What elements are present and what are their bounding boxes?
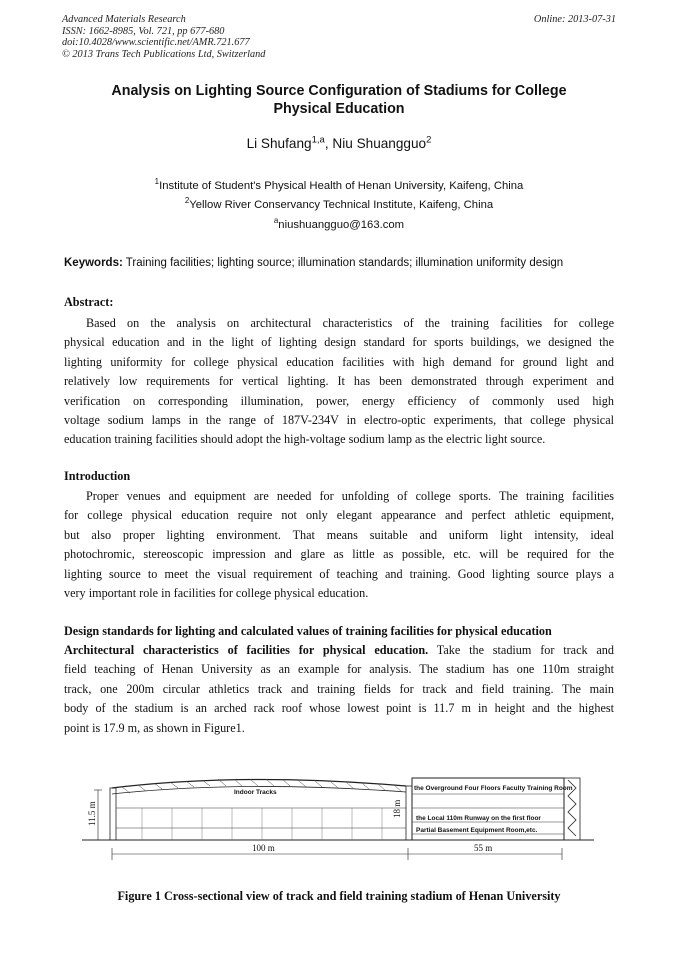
introduction-line: but also proper lighting environment. That means suitable and uniform light intensity, ideal [64, 527, 614, 542]
introduction-line: photochromic, stereoscopic impression and glare as little as possible, etc. will be required for the [64, 547, 614, 562]
introduction-line: for college physical education require not only elegant appearance and perfect athletic equipment, [64, 508, 614, 523]
affiliation-2-sup: 2 [184, 196, 190, 206]
introduction-line: lighting source to meet the visual requirement of teaching and training. Good lighting source plays a [64, 566, 614, 581]
design-line: body of the stadium is an arched rack roof whose lowest point is 11.7 m in height and the highest [64, 701, 614, 716]
paper-title-line1: Analysis on Lighting Source Configuration of Stadiums for College [111, 83, 567, 99]
dim-mid-height: 18 m [392, 799, 402, 818]
keywords [64, 257, 563, 269]
design-line: field teaching of Henan University as an example for analysis. The stadium has one 110m straight [64, 662, 614, 677]
keywords-label: Keywords: [64, 257, 123, 269]
abstract-line: physical education and in the light of lighting design standard for sports buildings, we designed the [64, 335, 614, 350]
design-line-first-rest: Take the stadium for track and [428, 643, 614, 657]
dim-100: 100 m [252, 843, 275, 853]
author-list [60, 136, 618, 151]
abstract-line: relatively low requirements for vertical lighting. It has been demonstrated through experiment and [64, 374, 614, 389]
journal-name: Advanced Materials Research [62, 14, 186, 25]
introduction-line: Proper venues and equipment are needed for unfolding of college sports. The training facilities [86, 489, 614, 503]
introduction-body [64, 487, 614, 603]
online-date: Online: 2013-07-31 [533, 14, 616, 25]
affiliation-1 [60, 177, 618, 192]
design-line: point is 17.9 m, as shown in Figure1. [64, 720, 245, 735]
mid-wall [406, 786, 412, 840]
author-email [60, 216, 618, 231]
design-heading: Design standards for lighting and calculated values of training facilities for physical education [64, 624, 552, 638]
dim-55: 55 m [474, 843, 493, 853]
journal-doi: doi:10.4028/www.scientific.net/AMR.721.677 [62, 37, 250, 48]
affiliation-2 [60, 196, 618, 211]
journal-copyright: © 2013 Trans Tech Publications Ltd, Switzerland [62, 48, 266, 60]
paper-title-line2: Physical Education [273, 101, 405, 117]
abstract-line: verification on corresponding illumination, power, energy efficiency of commonly used high [64, 393, 614, 408]
introduction-heading: Introduction [64, 469, 131, 483]
email-text: niushuangguo@163.com [278, 219, 405, 231]
author-2-sup: 2 [426, 134, 432, 146]
dim-left-height: 11.5 m [87, 801, 97, 826]
figure-label-basement: Partial Basement Equipment Room,etc. [416, 827, 538, 834]
abstract-line: Based on the analysis on architectural characteristics of the training facilities for college [86, 316, 614, 330]
author-1-sup: 1,a [311, 134, 325, 146]
author-1: Li Shufang [246, 136, 312, 151]
stadium-cross-section-figure [82, 768, 594, 868]
journal-issn: ISSN: 1662-8985, Vol. 721, pp 677-680 [62, 25, 225, 37]
figure-label-indoor: Indoor Tracks [234, 789, 277, 796]
abstract-heading: Abstract: [64, 295, 114, 309]
design-subheading: Architectural characteristics of facilities for physical education. [64, 643, 429, 657]
abstract-body [64, 314, 614, 450]
design-body [64, 641, 614, 738]
affiliation-1-text: Institute of Student's Physical Health of Henan University, Kaifeng, China [159, 180, 524, 192]
affiliation-2-text: Yellow River Conservancy Technical Institute, Kaifeng, China [189, 199, 494, 211]
design-line-first [64, 641, 614, 660]
paper-title [60, 82, 618, 118]
design-line: track, one 200m circular athletics track and training fields for track and field training. The main [64, 681, 614, 696]
figure-label-runway: the Local 110m Runway on the first floor [416, 815, 541, 822]
author-separator: , [324, 136, 333, 151]
affiliation-1-sup: 1 [154, 177, 160, 187]
abstract-line: lighting uniformity for college physical education facilities with high demand for ground light and [64, 354, 614, 369]
introduction-line: very important role in facilities for college physical education. [64, 586, 369, 601]
left-wall [110, 788, 116, 840]
figure-label-overground: the Overground Four Floors Faculty Training Room [414, 785, 573, 792]
indoor-columns [142, 808, 382, 840]
keywords-text: Training facilities; lighting source; illumination standards; illumination uniformity design [122, 257, 564, 269]
journal-header [62, 14, 265, 60]
abstract-line: education training facilities should adopt the high-voltage sodium lamp as the electric light source. [64, 432, 546, 447]
email-sup: a [273, 216, 279, 226]
figure-caption: Figure 1 Cross-sectional view of track and field training stadium of Henan University [117, 889, 561, 903]
abstract-line: voltage sodium lamps in the range of 187V-234V in electro-optic experiments, that college physical [64, 413, 614, 428]
author-2: Niu Shuangguo [332, 136, 427, 151]
